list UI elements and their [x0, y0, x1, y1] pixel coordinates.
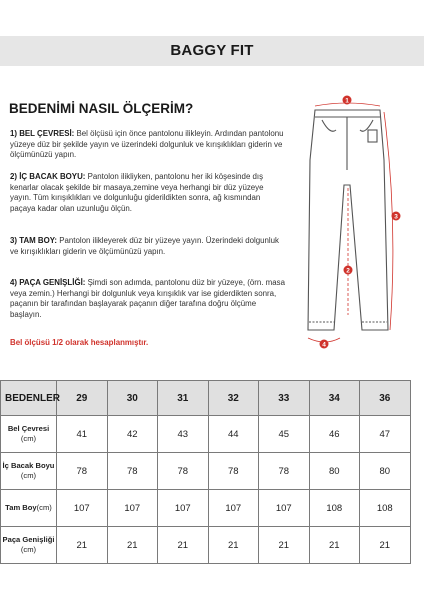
table-cell: 46	[309, 416, 360, 453]
size-header-cell: 29	[57, 381, 108, 416]
table-cell: 107	[107, 490, 158, 527]
table-cell: 107	[158, 490, 209, 527]
table-cell: 108	[309, 490, 360, 527]
row-unit: (cm)	[20, 471, 37, 480]
row-unit: (cm)	[36, 503, 52, 512]
section-label: 4) PAÇA GENİŞLİĞİ:	[10, 278, 86, 287]
row-label: Bel Çevresi	[7, 424, 50, 433]
section-text: Şimdi son adımda, pantolonu düz bir yüzeye, (örn. masa veya zemin.) Herhangi bir dolgunluk veya kırışıklık var ise giderdikten sonra, paçanın bir tarafından başlayarak paçanın diğer tarafına doğru ölçüme başlayın.	[10, 278, 285, 319]
size-header-cell: 36	[360, 381, 411, 416]
svg-text:3: 3	[394, 213, 398, 221]
section-label: 3) TAM BOY:	[10, 236, 58, 245]
size-header-row	[1, 381, 411, 416]
table-cell: 21	[158, 527, 209, 564]
table-cell: 44	[208, 416, 259, 453]
size-corner-label: BEDENLER	[1, 381, 57, 416]
size-header-cell: 30	[107, 381, 158, 416]
size-header-cell: 31	[158, 381, 209, 416]
table-cell: 21	[360, 527, 411, 564]
table-cell: 21	[107, 527, 158, 564]
table-cell: 80	[360, 453, 411, 490]
table-cell: 80	[309, 453, 360, 490]
table-cell: 78	[57, 453, 108, 490]
guide-section-hem	[10, 278, 285, 320]
table-row-waist	[1, 416, 411, 453]
row-header	[1, 490, 57, 527]
marker-2	[344, 266, 353, 275]
section-text: Pantolon ilikleyerek düz bir yüzeye yayın. Üzerindeki dolgunluk ve kırışıklıkları giderin ve ölçümünüzü yapın.	[10, 236, 279, 256]
size-header-cell: 34	[309, 381, 360, 416]
svg-text:4: 4	[322, 341, 326, 349]
size-table	[0, 380, 411, 564]
section-text: Bel ölçüsü için önce pantolonu ilikleyin. Ardından pantolonu yüzeye düz bir şekilde yayın ve üzerindeki dolgunluk ve kırışıklıkları giderin ve ölçümünüzü yapın.	[10, 129, 284, 160]
size-header-cell: 33	[259, 381, 310, 416]
table-row-inseam	[1, 453, 411, 490]
table-cell: 45	[259, 416, 310, 453]
table-cell: 78	[208, 453, 259, 490]
marker-4	[320, 340, 329, 349]
guide-section-inseam	[10, 172, 285, 214]
table-cell: 107	[259, 490, 310, 527]
jeans-measurement-diagram	[300, 90, 410, 355]
guide-section-length	[10, 236, 285, 257]
size-header-cell: 32	[208, 381, 259, 416]
measurement-note: Bel ölçüsü 1/2 olarak hesaplanmıştır.	[10, 338, 149, 347]
row-header	[1, 527, 57, 564]
page-title: BAGGY FIT	[170, 42, 254, 59]
table-cell: 42	[107, 416, 158, 453]
guide-title: BEDENİMİ NASIL ÖLÇERİM?	[9, 101, 194, 116]
svg-text:2: 2	[346, 267, 350, 275]
row-label: Tam Boy	[5, 503, 37, 512]
table-row-hem	[1, 527, 411, 564]
row-label: İç Bacak Boyu	[2, 461, 55, 470]
section-label: 1) BEL ÇEVRESİ:	[10, 129, 75, 138]
table-cell: 41	[57, 416, 108, 453]
table-cell: 43	[158, 416, 209, 453]
row-header	[1, 453, 57, 490]
table-row-length	[1, 490, 411, 527]
section-text: Pantolon ilikliyken, pantolonu her iki köşesinde dış kenarlar olacak şekilde bir masaya,zemine veya herhangi bir düz yüzeye yayın. Tüm kırışıklıkları ve dolgunluğu giderildikten sonra, ağ kısmından paçaya kadar olan uzunluğu ölçün.	[10, 172, 264, 213]
marker-1	[343, 96, 352, 105]
table-cell: 108	[360, 490, 411, 527]
row-unit: (cm)	[20, 545, 37, 554]
row-unit: (cm)	[20, 434, 37, 443]
row-header	[1, 416, 57, 453]
svg-text:1: 1	[345, 97, 349, 105]
table-cell: 107	[208, 490, 259, 527]
table-cell: 21	[259, 527, 310, 564]
table-cell: 78	[107, 453, 158, 490]
table-cell: 78	[158, 453, 209, 490]
table-cell: 47	[360, 416, 411, 453]
marker-3	[392, 212, 401, 221]
section-label: 2) İÇ BACAK BOYU:	[10, 172, 86, 181]
guide-section-waist	[10, 129, 285, 161]
table-cell: 21	[309, 527, 360, 564]
table-cell: 21	[57, 527, 108, 564]
table-cell: 107	[57, 490, 108, 527]
table-cell: 78	[259, 453, 310, 490]
row-label: Paça Genişliği	[2, 535, 55, 544]
table-cell: 21	[208, 527, 259, 564]
